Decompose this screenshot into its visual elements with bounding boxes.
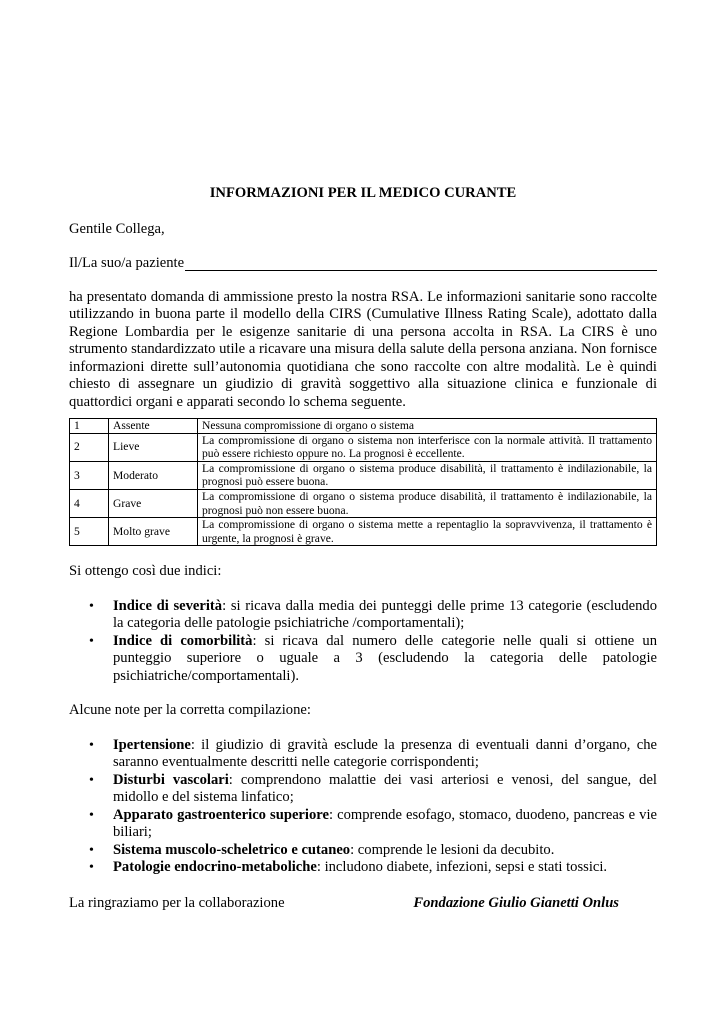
- description-cell: La compromissione di organo o sistema non interferisce con la normale attività. Il trattamento può essere richiesto oppure no. La prognosi è eccellente.: [198, 433, 657, 461]
- score-cell: 4: [70, 489, 109, 517]
- score-cell: 3: [70, 461, 109, 489]
- table-row: [70, 433, 657, 461]
- patient-name-line: [69, 255, 657, 273]
- footer: [69, 895, 657, 913]
- item-term: Patologie endocrino-metaboliche: [113, 859, 317, 876]
- list-item: [89, 597, 657, 633]
- organization-name: Fondazione Giulio Gianetti Onlus: [413, 894, 619, 911]
- level-cell: Grave: [109, 489, 198, 517]
- list-item: [89, 632, 657, 686]
- item-text: : il giudizio di gravità esclude la presenza di eventuali danni d’organo, che saranno eventualmente descritti nelle categorie corrispondenti;: [113, 736, 657, 771]
- level-cell: Lieve: [109, 433, 198, 461]
- item-text: : comprende esofago, stomaco, duodeno, pancreas e vie biliari;: [113, 806, 658, 841]
- bullet-icon: •: [89, 737, 94, 753]
- item-term: Disturbi vascolari: [113, 771, 229, 788]
- table-row: [70, 518, 657, 546]
- level-cell: Moderato: [109, 461, 198, 489]
- item-text: : si ricava dalla media dei punteggi delle prime 13 categorie (escludendo la categoria delle patologie psichiatriche /comportamentali);: [113, 597, 657, 632]
- list-item: [89, 859, 657, 877]
- level-cell: Molto grave: [109, 518, 198, 546]
- bullet-icon: •: [89, 772, 94, 788]
- description-cell: Nessuna compromissione di organo o sistema: [198, 419, 657, 434]
- list-item: [89, 841, 657, 860]
- bullet-icon: •: [89, 860, 94, 876]
- list-item: [89, 771, 657, 807]
- item-text: : includono diabete, infezioni, sepsi e stati tossici.: [316, 859, 608, 876]
- cirs-scale-table: [69, 418, 657, 546]
- intro-paragraph: ha presentato domanda di ammissione presto la nostra RSA. Le informazioni sanitarie sono raccolte utilizzando in buona parte il modello della CIRS (Cumulative Illness Rating Scale), adottato dalla Regione Lombardia per le esigenze sanitarie di una persona accolta in RSA. La CIRS è uno strumento standardizzato utile a ricavare una misura della salute della persona anziana. Non fornisce informazioni dirette sull’autonomia quotidiana che sono raccolte con altre modalità. Le è quindi chiesto di assegnare un giudizio di gravità soggettivo alla situazione clinica e funzionale di quattordici organi e apparati secondo lo schema seguente.: [69, 288, 657, 410]
- level-cell: Assente: [109, 419, 198, 434]
- item-term: Sistema muscolo-scheletrico e cutaneo: [113, 841, 351, 858]
- document-body: [69, 185, 657, 912]
- indices-list: [69, 598, 657, 686]
- description-cell: La compromissione di organo o sistema mette a repentaglio la sopravvivenza, il trattamento è urgente, la prognosi è grave.: [198, 518, 657, 546]
- notes-intro: Alcune note per la corretta compilazione:: [69, 702, 311, 719]
- item-text: : comprende le lesioni da decubito.: [350, 841, 555, 858]
- list-item: [89, 806, 658, 842]
- bullet-icon: •: [89, 633, 94, 649]
- closing-text: La ringraziamo per la collaborazione: [69, 894, 285, 911]
- salutation: Gentile Collega,: [69, 220, 165, 237]
- bullet-icon: •: [89, 598, 94, 614]
- item-term: Ipertensione: [113, 736, 191, 753]
- item-term: Indice di severità: [113, 597, 223, 614]
- patient-label: Il/La suo/a paziente: [69, 255, 185, 271]
- patient-name-blank[interactable]: [185, 256, 657, 271]
- item-term: Apparato gastroenterico superiore: [113, 806, 329, 823]
- item-text: : comprendono malattie dei vasi arteriosi e venosi, del sangue, del midollo e del sistema linfatico;: [113, 771, 657, 806]
- list-item: [89, 736, 657, 772]
- bullet-icon: •: [89, 807, 94, 823]
- indices-intro: Si ottengo così due indici:: [69, 563, 222, 580]
- description-cell: La compromissione di organo o sistema produce disabilità, il trattamento è indilazionabile, la prognosi può essere buona.: [198, 461, 657, 489]
- table-row: [70, 461, 657, 489]
- table-row: [70, 489, 657, 517]
- bullet-icon: •: [89, 842, 94, 858]
- table-row: [70, 419, 657, 434]
- item-text: : si ricava dal numero delle categorie nelle quali si ottiene un punteggio superiore o uguale a 3 (escludendo la categoria delle patologie psichiatriche/comportamentali).: [113, 632, 657, 684]
- score-cell: 2: [70, 433, 109, 461]
- notes-list: [69, 737, 657, 877]
- score-cell: 1: [70, 419, 109, 434]
- score-cell: 5: [70, 518, 109, 546]
- item-term: Indice di comorbilità: [113, 632, 253, 649]
- description-cell: La compromissione di organo o sistema produce disabilità, il trattamento è indilazionabile, la prognosi può non essere buona.: [198, 489, 657, 517]
- page-title: INFORMAZIONI PER IL MEDICO CURANTE: [209, 185, 517, 201]
